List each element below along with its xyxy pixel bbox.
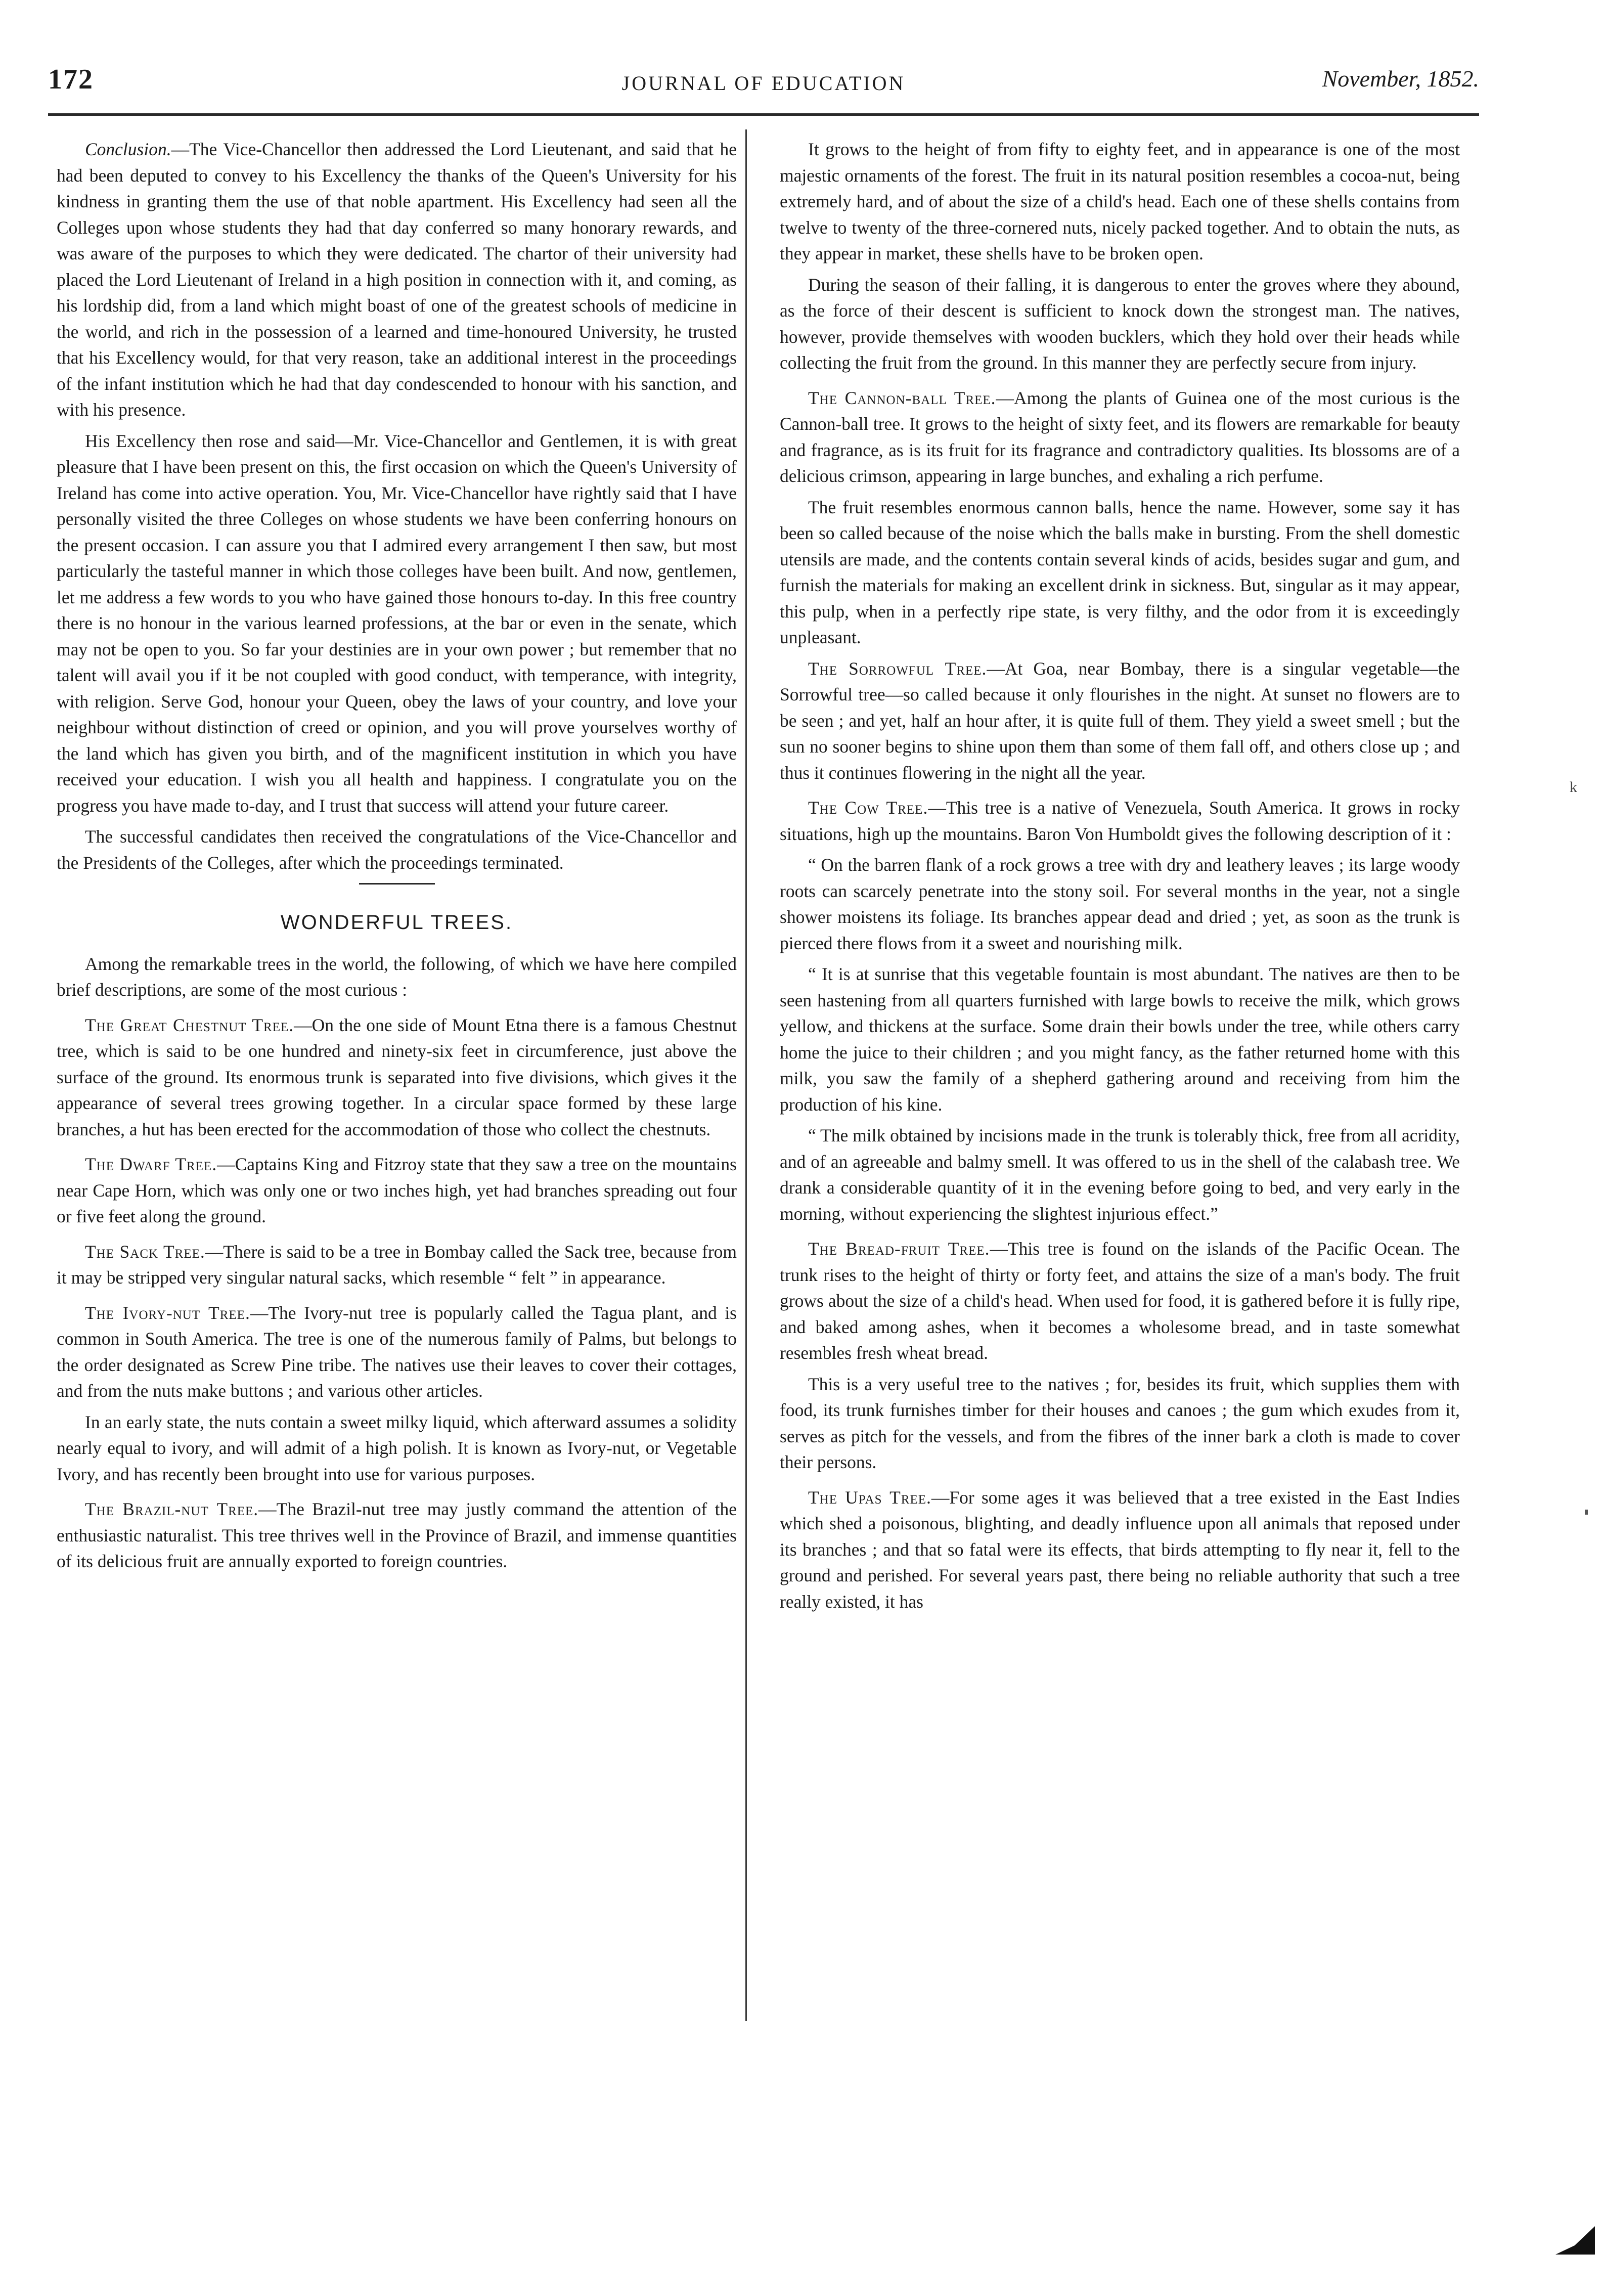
- paragraph-text: —For some ages it was believed that a tree existed in the East Indies which shed a poisonous, blighting, and deadly influence upon all animals that reposed under its branches ; and that so fatal were its effects, that birds attempting to fly near it, fell to the ground and perished. For several years past, there being no reliable authority that such a tree really existed, it has: [780, 1487, 1460, 1612]
- left-column: [57, 137, 737, 1580]
- paragraph-bread-fruit-tree: [780, 1236, 1460, 1366]
- paragraph-cow-tree: [780, 795, 1460, 847]
- paragraph-lead: The Upas Tree.: [808, 1487, 931, 1508]
- paragraph-humboldt-quote-3: [780, 1123, 1460, 1227]
- paragraph-text: —Captains King and Fitzroy state that they saw a tree on the mountains near Cape Horn, which was only one or two inches high, yet had branches spreading out four or five feet along the ground.: [57, 1154, 737, 1226]
- paragraph-lead: The Brazil-nut Tree.: [85, 1499, 259, 1519]
- paragraph-lead: The Sorrowful Tree.: [808, 658, 987, 679]
- paragraph-sack-tree: [57, 1239, 737, 1291]
- paragraph-candidates: [57, 824, 737, 876]
- paragraph-cannon-ball-fruit: [780, 495, 1460, 651]
- paragraph-text: —At Goa, near Bombay, there is a singular vegetable—the Sorrowful tree—so called because it only flourishes in the night. At sunset no flowers are to be seen ; and yet, half an hour after, it is quite full of them. They yield a sweet smell ; but the sun no sooner begins to shine upon them than some of them fall off, and others close up ; and thus it continues flowering in the night all the year.: [780, 658, 1460, 783]
- journal-title: JOURNAL OF EDUCATION: [621, 72, 906, 95]
- paragraph-text: Among the remarkable trees in the world, the following, of which we have here compiled brief descriptions, are some of the most curious :: [57, 953, 737, 1000]
- paragraph-text: —On the one side of Mount Etna there is a famous Chestnut tree, which is said to be one hundred and ninety-six feet in circumference, just above the surface of the ground. Its enormous trunk is separated into five divisions, which gives it the appearance of several trees growing together. In a circular space formed by these large branches, a hut has been erected for the accommodation of those who collect the chestnuts.: [57, 1014, 737, 1139]
- paragraph-text: His Excellency then rose and said—Mr. Vice-Chancellor and Gentlemen, it is with great pleasure that I have been present on this, the first occasion on which the Queen's University of Ireland has come into active operation. You, Mr. Vice-Chancellor have rightly said that I have personally visited the three Colleges on whose students we have been conferring honours on the present occasion. I can assure you that I admired every arrangement I then saw, but most particularly the tasteful manner in which those colleges have been built. And now, gentlemen, let me address a few words to you who have gained those honours to-day. In this free country there is no honour in the various learned professions, at the bar or even in the senate, which may not be open to you. So far your destinies are in your own power ; but remember that no talent will avail you if it be not coupled with good conduct, with temperance, with integrity, with religion. Serve God, honour your Queen, obey the laws of your country, and love your neighbour without distinction of creed or opinion, and you will prove yourselves worthy of the land which has given you birth, and of the magnificent institution in which you have received your education. I wish you all health and happiness. I congratulate you on the progress you have made to-day, and I trust that success will attend your future career.: [57, 430, 737, 816]
- paragraph-lead: The Cannon-ball Tree.: [808, 387, 996, 408]
- paragraph-great-chestnut-tree: [57, 1012, 737, 1143]
- paragraph-lead: The Dwarf Tree.: [85, 1154, 217, 1174]
- paragraph-cannon-ball-tree: [780, 385, 1460, 490]
- paragraph-text: During the season of their falling, it is dangerous to enter the groves where they abound, as the force of their descent is sufficient to knock down the strongest man. The natives, however, provide themselves with wooden bucklers, which they hold over their heads while collecting the fruit from the ground. In this manner they are perfectly secure from injury.: [780, 274, 1460, 373]
- paragraph-humboldt-quote-1: [780, 852, 1460, 956]
- paragraph-ivory-nut-continued: [57, 1409, 737, 1488]
- paragraph-bread-fruit-uses: [780, 1372, 1460, 1476]
- paragraph-lead: Conclusion.: [85, 139, 171, 159]
- header-rule: [48, 113, 1479, 116]
- paragraph-humboldt-quote-2: [780, 961, 1460, 1118]
- paragraph-text: “ On the barren flank of a rock grows a tree with dry and leathery leaves ; its large woody roots can scarcely penetrate into the stony soil. For several months in the year, not a single shower moistens its foliage. Its branches appear dead and dried ; yet, as soon as the trunk is pierced there flows from it a sweet and nourishing milk.: [780, 855, 1460, 953]
- paragraph-dwarf-tree: [57, 1152, 737, 1230]
- paragraph-text: —This tree is a native of Venezuela, South America. It grows in rocky situations, high up the mountains. Baron Von Humboldt gives the following description of it :: [780, 798, 1460, 844]
- paragraph-text: The successful candidates then received the congratulations of the Vice-Chancellor and the Presidents of the Colleges, after which the proceedings terminated.: [57, 826, 737, 873]
- paragraph-lead: The Great Chestnut Tree.: [85, 1014, 294, 1035]
- issue-date: November, 1852.: [1322, 66, 1479, 92]
- column-divider: [745, 129, 747, 2021]
- paragraph-sorrowful-tree: [780, 656, 1460, 786]
- paragraph-text: —There is said to be a tree in Bombay called the Sack tree, because from it may be stripped very singular natural sacks, which resemble “ felt ” in appearance.: [57, 1241, 737, 1288]
- paragraph-text: “ It is at sunrise that this vegetable fountain is most abundant. The natives are then to be seen hastening from all quarters furnished with large bowls to receive the milk, which grows yellow, and thickens at the surface. Some drain their bowls under the tree, while others carry home the juice to their children ; and you might fancy, as the father returned home with this milk, you saw the family of a shepherd gathering around and receiving from him the production of his kine.: [780, 964, 1460, 1115]
- paragraph-text: —The Ivory-nut tree is popularly called the Tagua plant, and is common in South America. The tree is one of the numerous family of Palms, but belongs to the order designated as Screw Pine tribe. The natives use their leaves to cover their cottages, and from the nuts make buttons ; and various other articles.: [57, 1302, 737, 1401]
- paragraph-text: —This tree is found on the islands of the Pacific Ocean. The trunk rises to the height of thirty or forty feet, and attains the size of a man's body. The fruit grows about the size of a child's head. When used for food, it is gathered before it is fully ripe, and baked among ashes, when it becomes a wholesome bread, and in taste somewhat resembles fresh wheat bread.: [780, 1239, 1460, 1363]
- paragraph-falling-season: [780, 272, 1460, 376]
- running-head: [48, 63, 1479, 109]
- paragraph-text: —The Vice-Chancellor then addressed the Lord Lieutenant, and said that he had been deputed to convey to his Excellency the thanks of the Queen's University for his kindness in granting them the use of that noble apartment. His Excellency had seen all the Colleges upon whose students they had that day conferred so many honorary rewards, and was aware of the purposes to which they were dedicated. The chartor of their university had placed the Lord Lieutenant of Ireland in a high position in connection with it, and coming, as his lordship did, from a land which might boast of one of the greatest schools of medicine in the world, and rich in the possession of a learned and time-honoured University, he trusted that his Excellency would, for that very reason, take an additional interest in the proceedings of the infant institution which he had that day condescended to honour with his sanction, and with his presence.: [57, 139, 737, 420]
- paragraph-conclusion: [57, 137, 737, 423]
- paragraph-lead: The Bread-fruit Tree.: [808, 1239, 990, 1259]
- paragraph-text: In an early state, the nuts contain a sweet milky liquid, which afterward assumes a solidity nearly equal to ivory, and will admit of a high polish. It is known as Ivory-nut, or Vegetable Ivory, and has recently been brought into use for various purposes.: [57, 1411, 737, 1484]
- paragraph-excellency-speech: [57, 428, 737, 819]
- paragraph-text: This is a very useful tree to the natives ; for, besides its fruit, which supplies them with food, its trunk furnishes timber for their houses and canoes ; the gum which exudes from it, serves as pitch for the vessels, and from the fibres of the inner bark a cloth is made to cover their persons.: [780, 1374, 1460, 1472]
- paragraph-intro: [57, 951, 737, 1003]
- section-divider: [359, 883, 435, 885]
- page-number: 172: [48, 64, 94, 95]
- paragraph-text: The fruit resembles enormous cannon balls, hence the name. However, some say it has been so called because of the noise which the balls make in bursting. From the shell domestic utensils are made, and the contents contain several kinds of acids, besides sugar and gum, and furnish the materials for making an excellent drink in sickness. But, singular as it may appear, this pulp, when in a perfectly ripe state, is very filthy, and the odor from it is exceedingly unpleasant.: [780, 497, 1460, 647]
- paragraph-text: It grows to the height of from fifty to eighty feet, and in appearance is one of the most majestic ornaments of the forest. The fruit in its natural position resembles a cocoa-nut, being extremely hard, and of about the size of a child's head. Each one of these shells contains from twelve to twenty of the three-cornered nuts, nicely packed together. And to obtain the nuts, as they appear in market, these shells have to be broken open.: [780, 139, 1460, 263]
- paragraph-ivory-nut-tree: [57, 1300, 737, 1404]
- paragraph-brazil-nut-continued: [780, 137, 1460, 267]
- margin-letter-mark: k: [1570, 779, 1577, 796]
- paragraph-brazil-nut-tree: [57, 1496, 737, 1575]
- paragraph-text: —Among the plants of Guinea one of the most curious is the Cannon-ball tree. It grows to the height of sixty feet, and its flowers are remarkable for beauty and fragrance, as is its fruit for its fragrance and contradictory qualities. Its blossoms are of a delicious crimson, appearing in large bunches, and exhaling a rich perfume.: [780, 387, 1460, 486]
- corner-page-mark: [1554, 2225, 1595, 2256]
- paragraph-lead: The Sack Tree.: [85, 1241, 205, 1262]
- paragraph-upas-tree: [780, 1485, 1460, 1615]
- section-title: WONDERFUL TREES.: [280, 911, 513, 934]
- paragraph-lead: The Cow Tree.: [808, 798, 928, 818]
- margin-tick-mark: [1585, 1510, 1588, 1515]
- right-column: [780, 137, 1460, 1620]
- paragraph-lead: The Ivory-nut Tree.: [85, 1302, 250, 1323]
- paragraph-text: —The Brazil-nut tree may justly command the attention of the enthusiastic naturalist. This tree thrives well in the Province of Brazil, and immense quantities of its delicious fruit are annually exported to foreign countries.: [57, 1499, 737, 1571]
- paragraph-text: “ The milk obtained by incisions made in the trunk is tolerably thick, free from all acridity, and of an agreeable and balmy smell. It was offered to us in the shell of the calabash tree. We drank a considerable quantity of it in the evening before going to bed, and very early in the morning, without experiencing the slightest injurious effect.”: [780, 1125, 1460, 1224]
